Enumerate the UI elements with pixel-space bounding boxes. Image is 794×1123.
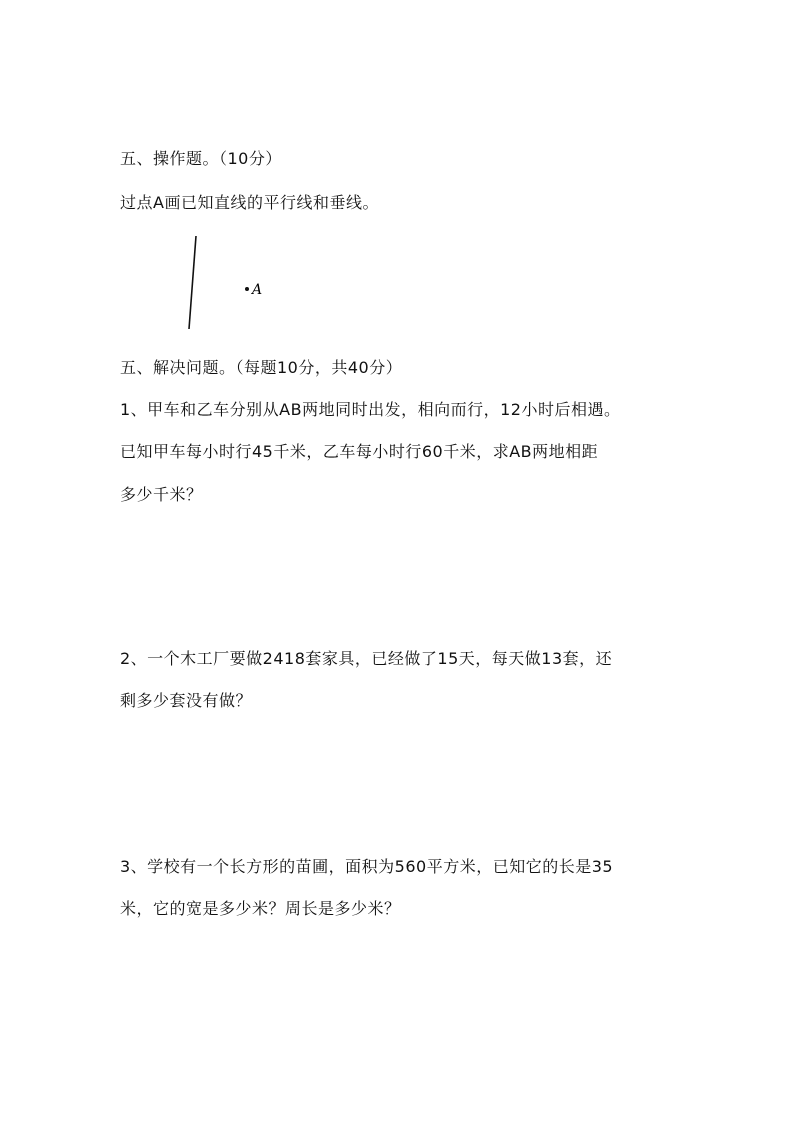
point-a-label: A [252,282,263,298]
question-1-line-2: 已知甲车每小时行45千米，乙车每小时行60千米，求AB两地相距 [120,442,599,461]
question-1-line-3: 多少千米？ [120,485,203,504]
line-and-point-figure [150,230,330,340]
question-2-line-2: 剩多少套没有做？ [120,691,253,710]
point-a-dot [245,287,249,291]
section-title-operation: 五、操作题。（10分） [120,149,282,168]
question-1-line-1: 1、甲车和乙车分别从AB两地同时出发，相向而行，12小时后相遇。 [120,400,621,419]
given-line [189,236,196,329]
operation-instruction: 过点A画已知直线的平行线和垂线。 [120,193,379,212]
question-3-line-1: 3、学校有一个长方形的苗圃，面积为560平方米，已知它的长是35 [120,857,614,876]
question-3-line-2: 米，它的宽是多少米？周长是多少米？ [120,899,401,918]
question-2-line-1: 2、一个木工厂要做2418套家具，已经做了15天，每天做13套，还 [120,649,613,668]
section-title-problems: 五、解决问题。（每题10分，共40分） [120,358,403,377]
